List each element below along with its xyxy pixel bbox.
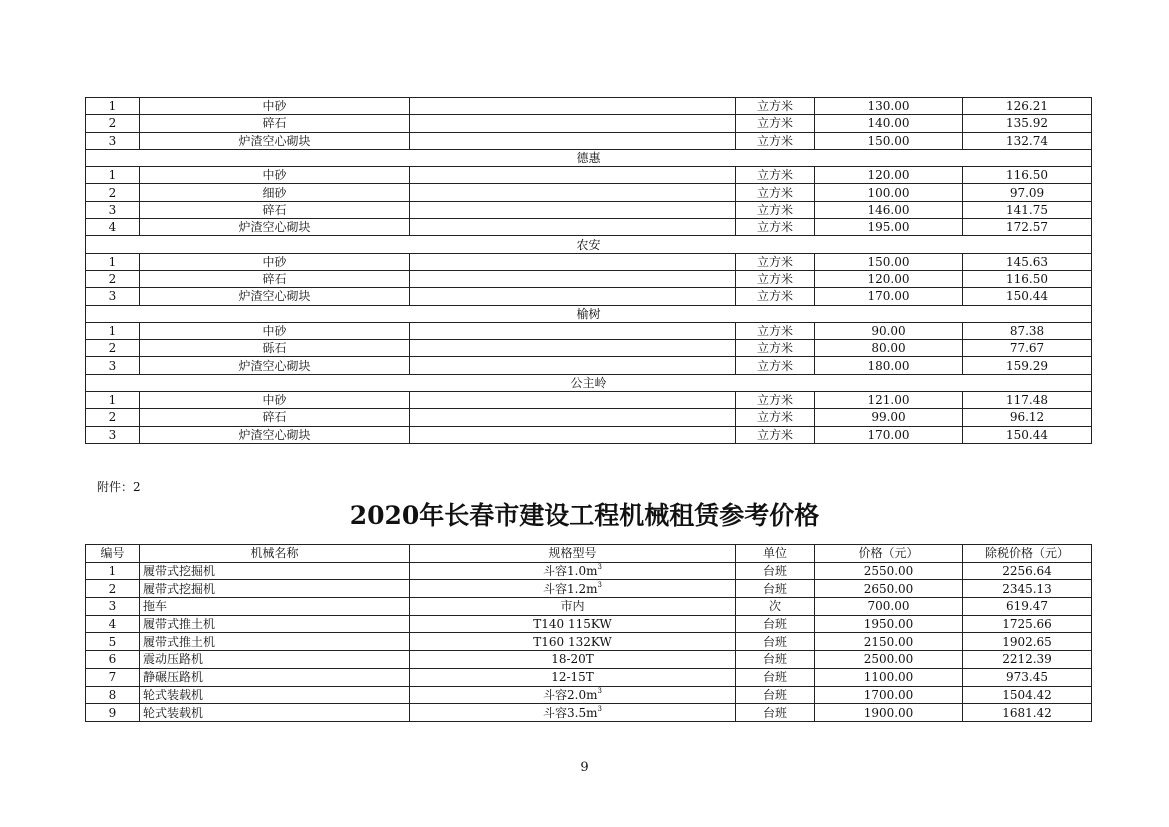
- table-row: [86, 598, 1092, 616]
- section-title: 农安: [86, 236, 1092, 253]
- table-row: [86, 409, 1092, 426]
- spec-text: 斗容1.0m: [543, 564, 598, 579]
- tax-free-price: 87.38: [963, 322, 1092, 339]
- tax-free-price: 1504.42: [963, 686, 1092, 704]
- table-row: [86, 357, 1092, 374]
- price: 1100.00: [815, 668, 963, 686]
- table-row: [86, 686, 1092, 704]
- header-name: 机械名称: [140, 545, 410, 563]
- spec-model: [410, 562, 736, 580]
- price: 80.00: [815, 340, 963, 357]
- spec-exponent: 3: [597, 580, 602, 589]
- material-name: 细砂: [140, 184, 410, 201]
- table-row: [86, 184, 1092, 201]
- section-row: [86, 305, 1092, 322]
- row-number: 2: [86, 580, 140, 598]
- unit: 立方米: [736, 409, 815, 426]
- price: 100.00: [815, 184, 963, 201]
- tax-free-price: 619.47: [963, 598, 1092, 616]
- price: 170.00: [815, 426, 963, 443]
- table-row: [86, 98, 1092, 115]
- machine-name: 履带式挖掘机: [140, 562, 410, 580]
- unit: 立方米: [736, 322, 815, 339]
- tax-free-price: 116.50: [963, 167, 1092, 184]
- machine-name: 拖车: [140, 598, 410, 616]
- price: 170.00: [815, 288, 963, 305]
- material-name: 炉渣空心砌块: [140, 132, 410, 149]
- row-number: 2: [86, 409, 140, 426]
- row-number: 9: [86, 704, 140, 722]
- section-row: [86, 236, 1092, 253]
- table-row: [86, 115, 1092, 132]
- row-number: 1: [86, 253, 140, 270]
- header-unit: 单位: [736, 545, 815, 563]
- unit: 次: [736, 598, 815, 616]
- spec-cell: [410, 270, 736, 287]
- row-number: 1: [86, 167, 140, 184]
- row-number: 4: [86, 615, 140, 633]
- price: 120.00: [815, 167, 963, 184]
- tax-free-price: 150.44: [963, 288, 1092, 305]
- material-name: 炉渣空心砌块: [140, 426, 410, 443]
- row-number: 7: [86, 668, 140, 686]
- row-number: 8: [86, 686, 140, 704]
- material-name: 碎石: [140, 409, 410, 426]
- price: 700.00: [815, 598, 963, 616]
- tax-free-price: 1681.42: [963, 704, 1092, 722]
- unit: 台班: [736, 633, 815, 651]
- spec-text: 18-20T: [551, 652, 594, 667]
- material-name: 中砂: [140, 392, 410, 409]
- unit: 立方米: [736, 132, 815, 149]
- table-row: [86, 426, 1092, 443]
- section-row: [86, 374, 1092, 391]
- price: 2550.00: [815, 562, 963, 580]
- price: 140.00: [815, 115, 963, 132]
- section-title: 德惠: [86, 149, 1092, 166]
- tax-free-price: 126.21: [963, 98, 1092, 115]
- spec-cell: [410, 219, 736, 236]
- spec-cell: [410, 167, 736, 184]
- spec-exponent: 3: [597, 686, 602, 695]
- unit: 台班: [736, 686, 815, 704]
- spec-cell: [410, 409, 736, 426]
- spec-cell: [410, 132, 736, 149]
- row-number: 1: [86, 562, 140, 580]
- tax-free-price: 117.48: [963, 392, 1092, 409]
- spec-text: T140 115KW: [533, 617, 612, 632]
- unit: 台班: [736, 615, 815, 633]
- header-price: 价格（元）: [815, 545, 963, 563]
- tax-free-price: 1902.65: [963, 633, 1092, 651]
- machine-name: 履带式推土机: [140, 615, 410, 633]
- unit: 立方米: [736, 270, 815, 287]
- tax-free-price: 150.44: [963, 426, 1092, 443]
- spec-model: [410, 668, 736, 686]
- material-name: 砾石: [140, 340, 410, 357]
- section-row: [86, 149, 1092, 166]
- row-number: 4: [86, 219, 140, 236]
- spec-cell: [410, 288, 736, 305]
- tax-free-price: 145.63: [963, 253, 1092, 270]
- spec-model: [410, 651, 736, 669]
- material-price-table: [85, 97, 1092, 444]
- spec-model: [410, 615, 736, 633]
- price: 130.00: [815, 98, 963, 115]
- tax-free-price: 2212.39: [963, 651, 1092, 669]
- table-row: [86, 615, 1092, 633]
- tax-free-price: 2256.64: [963, 562, 1092, 580]
- tax-free-price: 96.12: [963, 409, 1092, 426]
- tax-free-price: 2345.13: [963, 580, 1092, 598]
- table-row: [86, 392, 1092, 409]
- page-number: 9: [580, 760, 589, 775]
- table-row: [86, 580, 1092, 598]
- unit: 立方米: [736, 426, 815, 443]
- unit: 立方米: [736, 201, 815, 218]
- row-number: 3: [86, 132, 140, 149]
- table-row: [86, 288, 1092, 305]
- spec-text: 斗容2.0m: [543, 687, 598, 702]
- machine-name: 静碾压路机: [140, 668, 410, 686]
- row-number: 3: [86, 357, 140, 374]
- row-number: 1: [86, 392, 140, 409]
- table-row: [86, 340, 1092, 357]
- table-row: [86, 167, 1092, 184]
- unit: 立方米: [736, 357, 815, 374]
- header-spec: 规格型号: [410, 545, 736, 563]
- spec-cell: [410, 253, 736, 270]
- unit: 台班: [736, 651, 815, 669]
- tax-free-price: 973.45: [963, 668, 1092, 686]
- unit: 立方米: [736, 115, 815, 132]
- table-row: [86, 668, 1092, 686]
- material-name: 碎石: [140, 270, 410, 287]
- unit: 立方米: [736, 340, 815, 357]
- page-title: 2020年长春市建设工程机械租赁参考价格: [349, 501, 820, 530]
- machine-name: 震动压路机: [140, 651, 410, 669]
- material-name: 中砂: [140, 167, 410, 184]
- machine-name: 履带式推土机: [140, 633, 410, 651]
- machine-rental-table: [85, 544, 1092, 722]
- spec-text: 市内: [560, 599, 585, 614]
- table-row: [86, 132, 1092, 149]
- unit: 台班: [736, 562, 815, 580]
- row-number: 3: [86, 288, 140, 305]
- row-number: 2: [86, 270, 140, 287]
- unit: 台班: [736, 580, 815, 598]
- price: 1700.00: [815, 686, 963, 704]
- tax-free-price: 159.29: [963, 357, 1092, 374]
- unit: 立方米: [736, 184, 815, 201]
- header-tax-free-price: 除税价格（元）: [963, 545, 1092, 563]
- section-title: 公主岭: [86, 374, 1092, 391]
- row-number: 2: [86, 184, 140, 201]
- section-title: 榆树: [86, 305, 1092, 322]
- table-header-row: [86, 545, 1092, 563]
- table-row: [86, 322, 1092, 339]
- price: 1900.00: [815, 704, 963, 722]
- spec-text: 斗容3.5m: [543, 705, 598, 720]
- row-number: 2: [86, 340, 140, 357]
- spec-text: T160 132KW: [533, 634, 612, 649]
- spec-cell: [410, 392, 736, 409]
- row-number: 3: [86, 426, 140, 443]
- material-name: 碎石: [140, 201, 410, 218]
- price: 195.00: [815, 219, 963, 236]
- unit: 立方米: [736, 98, 815, 115]
- price: 99.00: [815, 409, 963, 426]
- tax-free-price: 172.57: [963, 219, 1092, 236]
- attachment-label: 附件：2: [97, 480, 141, 494]
- price: 1950.00: [815, 615, 963, 633]
- row-number: 6: [86, 651, 140, 669]
- unit: 台班: [736, 668, 815, 686]
- material-name: 炉渣空心砌块: [140, 288, 410, 305]
- table-row: [86, 633, 1092, 651]
- tax-free-price: 116.50: [963, 270, 1092, 287]
- price: 180.00: [815, 357, 963, 374]
- price: 146.00: [815, 201, 963, 218]
- material-name: 中砂: [140, 98, 410, 115]
- spec-cell: [410, 340, 736, 357]
- table-row: [86, 704, 1092, 722]
- price: 2500.00: [815, 651, 963, 669]
- unit: 立方米: [736, 392, 815, 409]
- spec-text: 斗容1.2m: [543, 581, 598, 596]
- spec-exponent: 3: [597, 563, 602, 572]
- unit: 立方米: [736, 288, 815, 305]
- table-row: [86, 270, 1092, 287]
- spec-cell: [410, 98, 736, 115]
- table-row: [86, 201, 1092, 218]
- spec-model: [410, 580, 736, 598]
- table-row: [86, 219, 1092, 236]
- row-number: 5: [86, 633, 140, 651]
- unit: 立方米: [736, 219, 815, 236]
- price: 2650.00: [815, 580, 963, 598]
- material-name: 碎石: [140, 115, 410, 132]
- material-name: 炉渣空心砌块: [140, 357, 410, 374]
- spec-cell: [410, 426, 736, 443]
- unit: 立方米: [736, 253, 815, 270]
- tax-free-price: 135.92: [963, 115, 1092, 132]
- material-name: 中砂: [140, 322, 410, 339]
- table-row: [86, 562, 1092, 580]
- spec-model: [410, 704, 736, 722]
- tax-free-price: 77.67: [963, 340, 1092, 357]
- spec-cell: [410, 115, 736, 132]
- price: 120.00: [815, 270, 963, 287]
- spec-cell: [410, 201, 736, 218]
- spec-model: [410, 633, 736, 651]
- spec-cell: [410, 322, 736, 339]
- price: 90.00: [815, 322, 963, 339]
- row-number: 3: [86, 201, 140, 218]
- tax-free-price: 1725.66: [963, 615, 1092, 633]
- row-number: 1: [86, 98, 140, 115]
- machine-name: 履带式挖掘机: [140, 580, 410, 598]
- row-number: 2: [86, 115, 140, 132]
- row-number: 3: [86, 598, 140, 616]
- unit: 台班: [736, 704, 815, 722]
- price: 150.00: [815, 253, 963, 270]
- tax-free-price: 132.74: [963, 132, 1092, 149]
- material-name: 中砂: [140, 253, 410, 270]
- spec-cell: [410, 184, 736, 201]
- spec-text: 12-15T: [551, 670, 594, 685]
- price: 2150.00: [815, 633, 963, 651]
- price: 150.00: [815, 132, 963, 149]
- spec-exponent: 3: [597, 704, 602, 713]
- table-row: [86, 651, 1092, 669]
- spec-model: [410, 686, 736, 704]
- row-number: 1: [86, 322, 140, 339]
- spec-cell: [410, 357, 736, 374]
- material-name: 炉渣空心砌块: [140, 219, 410, 236]
- table-row: [86, 253, 1092, 270]
- price: 121.00: [815, 392, 963, 409]
- tax-free-price: 141.75: [963, 201, 1092, 218]
- header-no: 编号: [86, 545, 140, 563]
- spec-model: [410, 598, 736, 616]
- machine-name: 轮式装载机: [140, 704, 410, 722]
- tax-free-price: 97.09: [963, 184, 1092, 201]
- unit: 立方米: [736, 167, 815, 184]
- machine-name: 轮式装载机: [140, 686, 410, 704]
